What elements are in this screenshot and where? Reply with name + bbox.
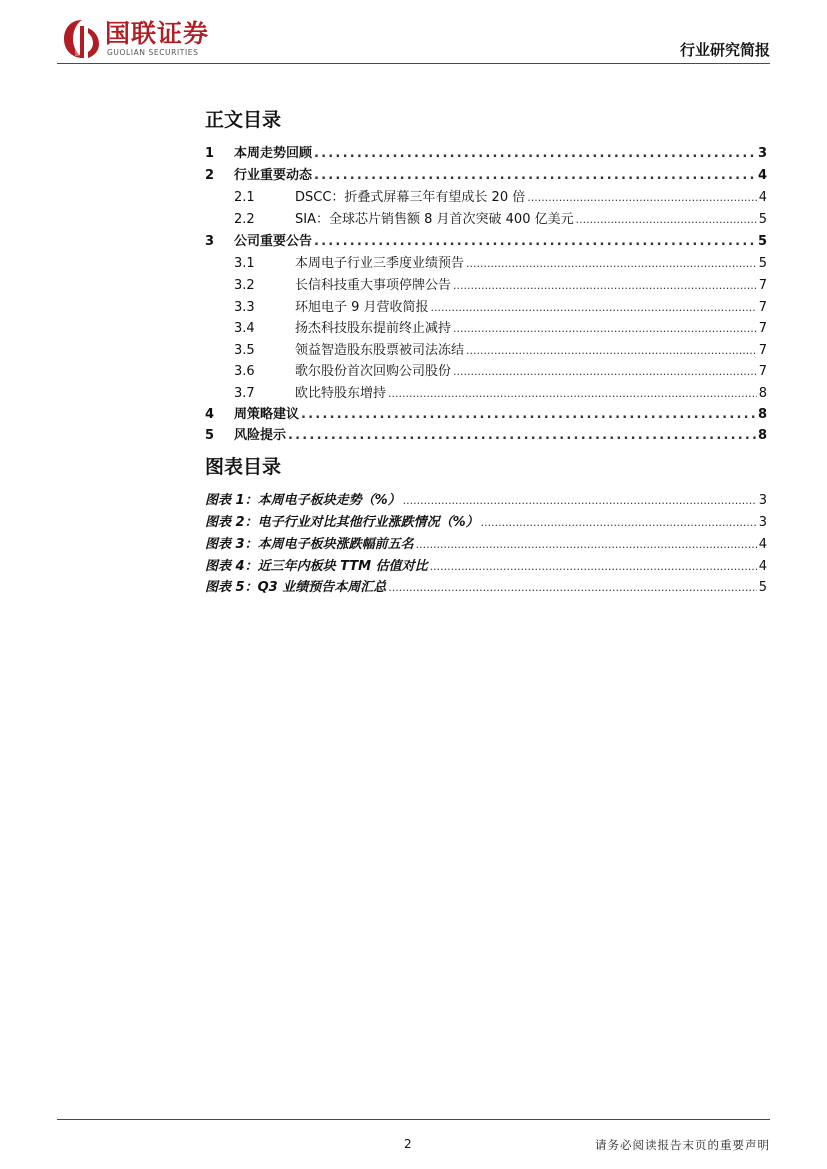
dot-leader [288, 427, 756, 445]
company-logo [62, 18, 222, 60]
page-header [0, 0, 827, 70]
toc-entry-page: 7 [758, 300, 767, 315]
toc-entry[interactable] [205, 231, 767, 251]
figure-entry[interactable] [205, 577, 767, 597]
toc-entry-number: 3.3 [234, 300, 255, 315]
dot-leader [453, 277, 757, 295]
dot-leader [416, 536, 757, 554]
toc-entry[interactable] [205, 275, 767, 295]
toc-entry-number: 2.1 [234, 190, 255, 205]
toc-entry-page: 4 [758, 190, 767, 205]
figure-entry-label: 图表 1：本周电子板块走势（%） [205, 493, 401, 508]
page-number: 2 [404, 1137, 412, 1151]
toc-entry-number: 3.1 [234, 256, 255, 271]
dot-leader [301, 406, 756, 424]
figure-entry[interactable] [205, 534, 767, 554]
toc-entry-number: 2.2 [234, 212, 255, 227]
toc-entry[interactable] [205, 404, 767, 424]
toc-entry-label: DSCC：折叠式屏幕三年有望成长 20 倍 [295, 190, 526, 205]
toc-entry-page: 3 [757, 146, 767, 161]
dot-leader [403, 492, 757, 510]
toc-entry-number: 3.5 [234, 343, 255, 358]
report-type: 行业研究简报 [679, 41, 770, 59]
figure-entry-label: 图表 3：本周电子板块涨跌幅前五名 [205, 537, 414, 552]
header-divider [57, 63, 770, 64]
dot-leader [466, 255, 757, 273]
toc-entry-page: 5 [757, 234, 767, 249]
figure-entry-label: 图表 4：近三年内板块 TTM 估值对比 [205, 559, 428, 574]
dot-leader [453, 320, 757, 338]
figure-entry[interactable] [205, 512, 767, 532]
toc-entry-label: SIA：全球芯片销售额 8 月首次突破 400 亿美元 [295, 212, 574, 227]
toc-entry[interactable] [205, 340, 767, 360]
dot-leader [431, 299, 757, 317]
dot-leader [466, 342, 757, 360]
logo-chinese-text: 国联证券 [105, 19, 210, 48]
dot-leader [388, 579, 757, 597]
toc-entry-number: 3 [205, 234, 215, 249]
toc-entry-label: 环旭电子 9 月营收简报 [295, 300, 429, 315]
toc-entry-label: 本周走势回顾 [234, 146, 313, 161]
dot-leader [388, 385, 757, 403]
toc-entry[interactable] [205, 425, 767, 445]
toc-entry-label: 周策略建议 [234, 407, 300, 422]
toc-entry[interactable] [205, 253, 767, 273]
dot-leader [453, 363, 757, 381]
toc-entry-label: 本周电子行业三季度业绩预告 [295, 256, 465, 271]
figure-list-title: 图表目录 [205, 456, 282, 478]
dot-leader [527, 189, 756, 207]
toc-entry-page: 8 [758, 386, 767, 401]
toc-title: 正文目录 [205, 109, 282, 131]
toc-entry[interactable] [205, 143, 767, 163]
toc-entry-label: 欧比特股东增持 [295, 386, 387, 401]
dot-leader [314, 233, 756, 251]
toc-entry[interactable] [205, 361, 767, 381]
toc-entry-number: 3.6 [234, 364, 255, 379]
figure-entry-page: 4 [758, 537, 767, 552]
figure-entry-page: 4 [758, 559, 767, 574]
toc-entry-number: 1 [205, 146, 215, 161]
figure-entry-label: 图表 2：电子行业对比其他行业涨跌情况（%） [205, 515, 479, 530]
dot-leader [314, 167, 756, 185]
toc-entry-number: 3.4 [234, 321, 255, 336]
toc-entry[interactable] [205, 383, 767, 403]
figure-entry-page: 3 [758, 493, 767, 508]
toc-entry[interactable] [205, 318, 767, 338]
toc-entry-page: 4 [757, 168, 767, 183]
dot-leader [481, 514, 757, 532]
figure-entry-page: 3 [758, 515, 767, 530]
toc-entry-page: 7 [758, 321, 767, 336]
figure-entry[interactable] [205, 556, 767, 576]
figure-entry-page: 5 [758, 580, 767, 595]
toc-entry-number: 5 [205, 428, 215, 443]
toc-entry-number: 3.7 [234, 386, 255, 401]
toc-entry-number: 3.2 [234, 278, 255, 293]
footer-divider [57, 1119, 770, 1120]
toc-entry-page: 5 [758, 212, 767, 227]
toc-entry-label: 领益智造股东股票被司法冻结 [295, 343, 465, 358]
toc-entry[interactable] [205, 187, 767, 207]
toc-entry-number: 2 [205, 168, 215, 183]
toc-entry-page: 7 [758, 278, 767, 293]
toc-entry-page: 7 [758, 364, 767, 379]
dot-leader [314, 145, 756, 163]
dot-leader [430, 558, 757, 576]
toc-entry[interactable] [205, 165, 767, 185]
toc-entry[interactable] [205, 297, 767, 317]
logo-english-text: GUOLIAN SECURITIES [107, 48, 199, 57]
figure-entry-label: 图表 5：Q3 业绩预告本周汇总 [205, 580, 387, 595]
toc-entry-label: 行业重要动态 [234, 168, 313, 183]
toc-entry-page: 8 [757, 407, 767, 422]
toc-entry-label: 歌尔股份首次回购公司股份 [295, 364, 452, 379]
toc-entry-page: 7 [758, 343, 767, 358]
toc-entry-label: 扬杰科技股东提前终止减持 [295, 321, 452, 336]
toc-entry-label: 公司重要公告 [234, 234, 313, 249]
disclaimer-note: 请务必阅读报告末页的重要声明 [595, 1138, 770, 1152]
figure-entry[interactable] [205, 490, 767, 510]
toc-entry-page: 5 [758, 256, 767, 271]
guolian-logo-icon [62, 18, 102, 60]
toc-entry-number: 4 [205, 407, 215, 422]
toc-entry-page: 8 [757, 428, 767, 443]
toc-entry[interactable] [205, 209, 767, 229]
toc-entry-label: 风险提示 [234, 428, 287, 443]
toc-entry-label: 长信科技重大事项停牌公告 [295, 278, 452, 293]
dot-leader [576, 211, 757, 229]
